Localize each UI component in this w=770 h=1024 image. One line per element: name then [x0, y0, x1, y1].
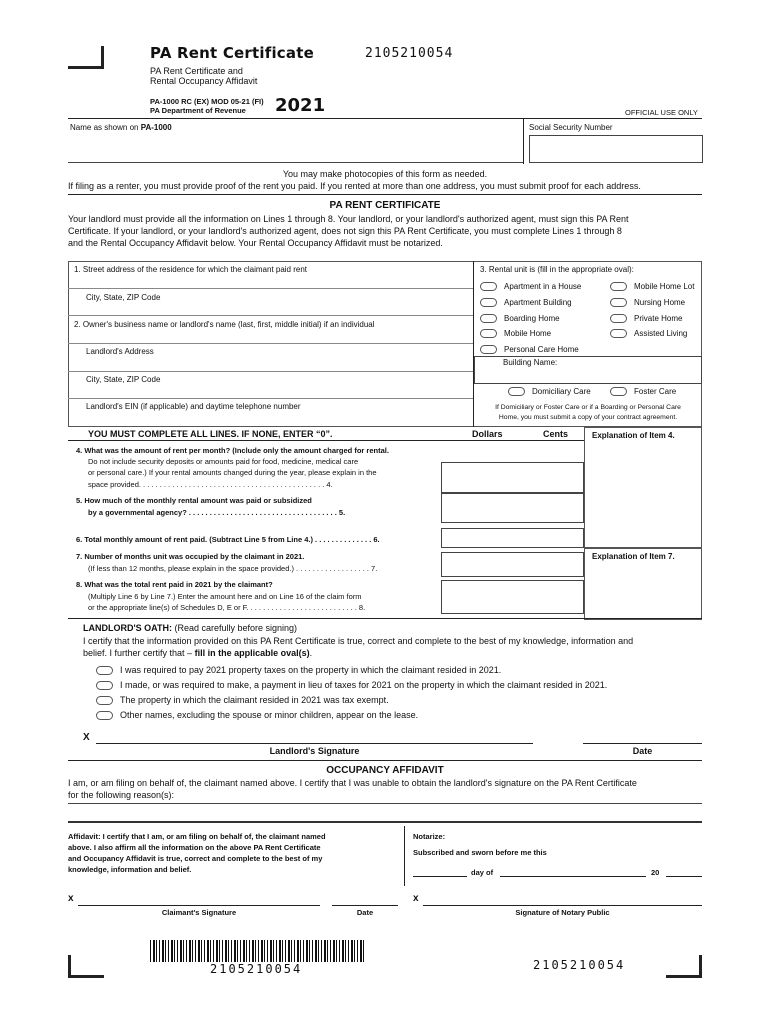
oath-option-1[interactable]	[96, 665, 501, 675]
unit-private[interactable]	[610, 314, 682, 324]
unit-domiciliary-oval[interactable]	[508, 387, 525, 396]
line4-q: 4. What was the amount of rent per month? (Include only the amount charged for rental.	[76, 446, 389, 455]
corner-mark-top-left-v	[101, 46, 104, 69]
intro-proof: If filing as a renter, you must provide proof of the rent you paid. If you rented at more than one address, you must submit proof for each address.	[68, 181, 641, 191]
oath-option-4-label: Other names, excluding the spouse or minor children, appear on the lease.	[120, 710, 419, 720]
oath-option-2-label: I made, or was required to make, a payment in lieu of taxes for 2021 on the property in which the claimant resided in 2021.	[120, 680, 608, 690]
unit-private-label: Private Home	[634, 314, 683, 323]
line4-amount[interactable]	[441, 462, 584, 493]
divider	[68, 618, 702, 619]
unit-apt-bldg-label: Apartment Building	[504, 298, 572, 307]
unit-private-oval[interactable]	[610, 314, 627, 323]
tax-year: 2021	[275, 95, 326, 116]
twenty-label: 20	[651, 868, 660, 877]
notary-year-input[interactable]	[666, 866, 702, 877]
divider	[68, 398, 473, 399]
corner-mark-bottom-right-v	[699, 955, 702, 978]
divider	[68, 194, 702, 195]
unit-apt-bldg-oval[interactable]	[480, 298, 497, 307]
unit-personal-care-oval[interactable]	[480, 345, 497, 354]
affidavit-cert-4: knowledge, information and belief.	[68, 865, 192, 874]
explanation-item4-box[interactable]	[584, 427, 702, 548]
unit-foster[interactable]	[610, 387, 676, 397]
subtitle-line2: Rental Occupancy Affidavit	[150, 76, 258, 86]
corner-mark-bottom-left-v	[68, 955, 71, 978]
divider	[68, 288, 473, 289]
notary-signature-input[interactable]	[423, 893, 702, 906]
unit-mobile-lot-label: Mobile Home Lot	[634, 282, 695, 291]
unit-boarding[interactable]	[480, 314, 560, 324]
divider	[68, 118, 702, 119]
line4-text-c: or personal care.) If your rental amounts changed during the year, please explain in the	[88, 468, 377, 477]
line1-label: 1. Street address of the residence for which the claimant paid rent	[74, 265, 308, 274]
unit-nursing-oval[interactable]	[610, 298, 627, 307]
unit-note1: If Domiciliary or Foster Care or if a Boarding or Personal Care	[495, 404, 681, 411]
city1-label: City, State, ZIP Code	[86, 293, 161, 302]
unit-assisted[interactable]	[610, 329, 687, 339]
unit-nursing-label: Nursing Home	[634, 298, 686, 307]
intro-photocopy: You may make photocopies of this form as needed.	[282, 169, 488, 179]
rent-cert-para1: Your landlord must provide all the information on Lines 1 through 8. Your landlord, or your landlord's authorized agent, must sign this PA Rent	[68, 214, 629, 224]
line7-text-b: (If less than 12 months, please explain in the space provided.) . . . . . . . . . . . . . . . . . . 7.	[88, 564, 378, 573]
divider	[404, 826, 405, 886]
affidavit-text1: I am, or am filing on behalf of, the claimant named above. I certify that I was unable to obtain the landlord's signature on the PA Rent Certificate	[68, 778, 637, 788]
rent-cert-heading: PA RENT CERTIFICATE	[329, 200, 441, 211]
corner-mark-top-left	[68, 66, 104, 69]
unit-apt-bldg[interactable]	[480, 298, 572, 308]
notary-signature-label: Signature of Notary Public	[515, 908, 610, 917]
dollars-header: Dollars	[472, 429, 503, 439]
footer-right-number: 2105210054	[533, 958, 626, 972]
divider	[68, 371, 473, 372]
landlord-signature-input[interactable]	[96, 730, 533, 744]
affidavit-cert-2: above. I also affirm all the information on the above PA Rent Certificate	[68, 843, 321, 852]
street-address-input[interactable]	[69, 276, 473, 288]
subtitle-line1: PA Rent Certificate and	[150, 66, 243, 76]
divider	[523, 118, 524, 164]
oath-option-3-label: The property in which the claimant resided in 2021 was tax exempt.	[120, 695, 389, 705]
affidavit-text2: for the following reason(s):	[68, 790, 175, 800]
claimant-signature-input[interactable]	[78, 893, 320, 906]
line5-text-b: by a governmental agency? . . . . . . . . . . . . . . . . . . . . . . . . . . . . . . . . . . . . 5.	[88, 508, 346, 517]
unit-mobile-label: Mobile Home	[504, 329, 552, 338]
oath-heading-note: (Read carefully before signing)	[174, 623, 298, 633]
sworn-label: Subscribed and sworn before me this	[413, 848, 547, 857]
unit-boarding-oval[interactable]	[480, 314, 497, 323]
divider	[68, 440, 584, 441]
ssn-input[interactable]	[529, 135, 703, 163]
claimant-date-input[interactable]	[332, 893, 398, 906]
landlord-x-mark: X	[83, 732, 90, 743]
name-label-text: Name as shown on	[70, 123, 139, 132]
rent-cert-para3: and the Rental Occupancy Affidavit below. Your Rental Occupancy Affidavit must be notarized.	[68, 238, 443, 248]
oath-option-4-oval[interactable]	[96, 711, 113, 720]
line8-text-c: or the appropriate line(s) of Schedules D, E or F. . . . . . . . . . . . . . . . . . . . . . . . . . . 8.	[88, 603, 366, 612]
name-label	[70, 123, 172, 133]
line7-text-a: 7. Number of months unit was occupied by the claimant in 2021.	[76, 552, 305, 561]
city2-label: City, State, ZIP Code	[86, 375, 161, 384]
unit-domiciliary-label: Domiciliary Care	[532, 387, 591, 396]
unit-personal-care-label: Personal Care Home	[504, 345, 579, 354]
line3-label: 3. Rental unit is (fill in the appropriate oval):	[480, 265, 634, 274]
form-code: PA-1000 RC (EX) MOD 05-21 (FI)	[150, 97, 264, 106]
oath-heading-row	[83, 623, 297, 633]
unit-mobile-lot[interactable]	[610, 282, 694, 292]
unit-note2: Home, you must submit a copy of your contract agreement.	[498, 414, 678, 421]
landlord-date-input[interactable]	[583, 730, 702, 744]
landlord-address-label: Landlord's Address	[86, 347, 154, 356]
form-title: PA Rent Certificate	[150, 44, 314, 62]
line8-text-b: (Multiply Line 6 by Line 7.) Enter the amount here and on Line 16 of the claim form	[88, 592, 362, 601]
ssn-label: Social Security Number	[529, 123, 613, 132]
notary-month-input[interactable]	[500, 866, 646, 877]
line5-text-a: 5. How much of the monthly rental amount was paid or subsidized	[76, 496, 312, 505]
explanation-item7-label: Explanation of Item 7.	[592, 552, 675, 561]
divider	[68, 760, 702, 761]
unit-assisted-oval[interactable]	[610, 329, 627, 338]
unit-foster-label: Foster Care	[634, 387, 677, 396]
unit-personal-care[interactable]	[480, 345, 579, 355]
unit-apt-house-label: Apartment in a House	[504, 282, 582, 291]
unit-mobile-lot-oval[interactable]	[610, 282, 627, 291]
claimant-x-mark: x	[68, 893, 74, 904]
corner-mark-bottom-right	[666, 975, 702, 978]
unit-domiciliary[interactable]	[508, 387, 591, 397]
claimant-signature-label: Claimant's Signature	[161, 908, 237, 917]
oath-option-1-oval[interactable]	[96, 666, 113, 675]
name-input[interactable]	[68, 135, 523, 163]
line5-amount[interactable]	[441, 493, 584, 523]
oath-text1: I certify that the information provided on this PA Rent Certificate is true, correct and complete to the best of my knowledge, information and	[83, 636, 634, 646]
notary-x-mark: x	[413, 893, 419, 904]
line7-amount[interactable]	[441, 552, 584, 577]
notarize-label: Notarize:	[413, 832, 446, 841]
line4-text-d: space provided. . . . . . . . . . . . . . . . . . . . . . . . . . . . . . . . . . . . . . . . . . . . . 4.	[88, 480, 333, 489]
divider	[68, 315, 473, 316]
unit-apt-house-oval[interactable]	[480, 282, 497, 291]
department: PA Department of Revenue	[150, 106, 246, 115]
notary-day-input[interactable]	[413, 866, 467, 877]
ein-label: Landlord's EIN (if applicable) and daytime telephone number	[86, 402, 301, 411]
unit-mobile-oval[interactable]	[480, 329, 497, 338]
claimant-date-label: Date	[356, 908, 374, 917]
oath-option-4[interactable]	[96, 710, 418, 720]
divider	[68, 343, 473, 344]
oath-text2: belief. I further certify that –	[83, 648, 193, 658]
oath-option-1-label: I was required to pay 2021 property taxes on the property in which the claimant resided in 2021.	[120, 665, 502, 675]
unit-mobile[interactable]	[480, 329, 551, 339]
line8-amount[interactable]	[441, 580, 584, 614]
oath-heading: LANDLORD'S OATH:	[83, 623, 172, 633]
line8-text-a: 8. What was the total rent paid in 2021 by the claimant?	[76, 580, 273, 589]
oath-option-3[interactable]	[96, 695, 389, 705]
header-barcode-number: 2105210054	[365, 46, 454, 61]
explanation-item4-label: Explanation of Item 4.	[592, 431, 675, 440]
unit-assisted-label: Assisted Living	[634, 329, 688, 338]
oath-option-2-oval[interactable]	[96, 681, 113, 690]
line4-text-b: Do not include security deposits or amounts paid for food, medicine, medical care	[88, 457, 359, 466]
landlord-signature-label: Landlord's Signature	[269, 746, 360, 756]
oath-text2-row: belief. I further certify that – fill in the applicable oval(s).	[83, 648, 313, 658]
footer-barcode-number: 2105210054	[210, 962, 303, 976]
corner-mark-bottom-left	[68, 975, 104, 978]
unit-nursing[interactable]	[610, 298, 685, 308]
unit-foster-oval[interactable]	[610, 387, 627, 396]
rent-cert-para2: Certificate. If your landlord, or your landlord's authorized agent, does not sign this PA Rent Certificate, you must complete Lines 1 through 8	[68, 226, 622, 236]
building-name-label: Building Name:	[503, 358, 558, 367]
official-use-label: OFFICIAL USE ONLY	[625, 108, 698, 117]
day-of-label: day of	[471, 868, 494, 877]
line4-text-a	[76, 446, 389, 456]
oath-text2-bold: fill in the applicable oval(s)	[194, 648, 310, 658]
affidavit-cert-3: and Occupancy Affidavit is true, correct and complete to the best of my	[68, 854, 323, 863]
line6-amount[interactable]	[441, 528, 584, 548]
unit-apt-house[interactable]	[480, 282, 581, 292]
line2-label: 2. Owner's business name or landlord's name (last, first, middle initial) if an individual	[74, 320, 375, 329]
line6-text: 6. Total monthly amount of rent paid. (Subtract Line 5 from Line 4.) . . . . . . . . . . . . . . 6.	[76, 535, 380, 544]
name-label-form: PA-1000	[140, 123, 172, 132]
landlord-date-label: Date	[632, 746, 653, 756]
barcode	[150, 940, 365, 962]
cents-header: Cents	[543, 429, 569, 439]
must-complete-heading: YOU MUST COMPLETE ALL LINES. IF NONE, ENTER “0”.	[88, 429, 333, 439]
oath-option-2[interactable]	[96, 680, 607, 690]
unit-boarding-label: Boarding Home	[504, 314, 560, 323]
affidavit-heading: OCCUPANCY AFFIDAVIT	[326, 765, 444, 776]
oath-option-3-oval[interactable]	[96, 696, 113, 705]
affidavit-reason-input[interactable]	[68, 803, 702, 823]
affidavit-cert-1: Affidavit: I certify that I am, or am filing on behalf of, the claimant named	[68, 832, 326, 841]
